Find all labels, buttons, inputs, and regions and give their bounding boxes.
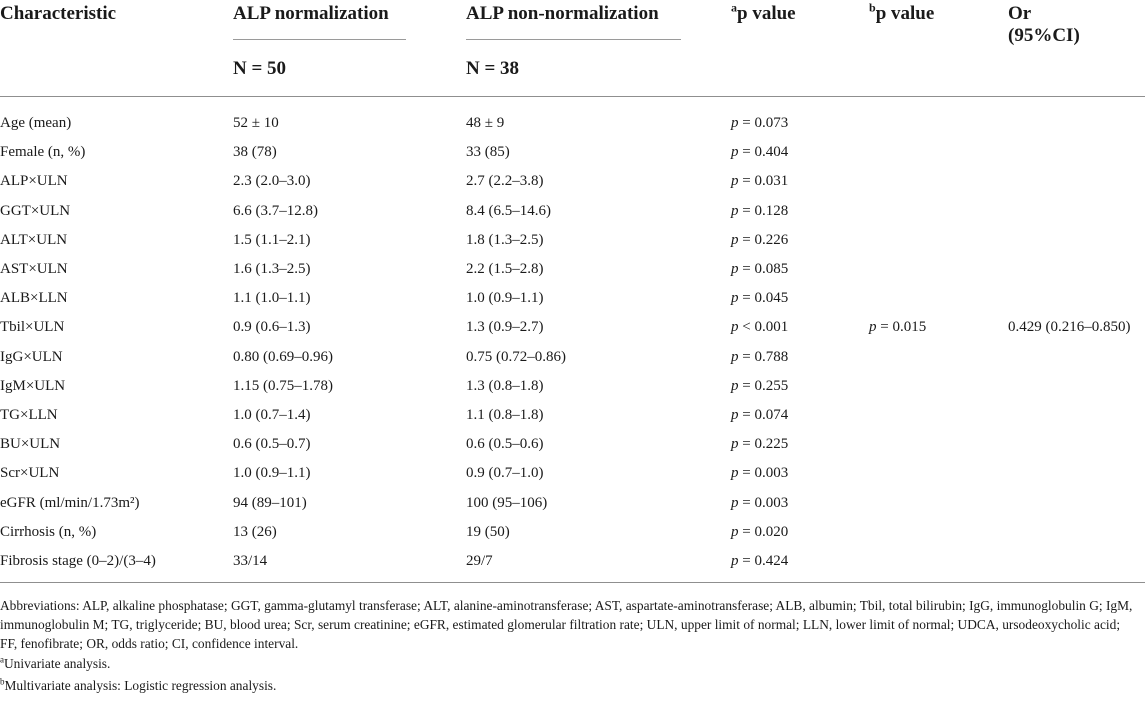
footnote-multivariate: [0, 676, 1140, 695]
row-alp-non-normalization: 0.6 (0.5–0.6): [466, 436, 544, 452]
row-alp-non-normalization: 0.9 (0.7–1.0): [466, 465, 544, 481]
p-symbol: p: [731, 319, 739, 335]
footnote-abbreviations: Abbreviations: ALP, alkaline phosphatase; GGT, gamma-glutamyl transferase; ALT, alanine-aminotransferase; AST, aspartate-aminotransferase; ALB, albumin; Tbil, total bilirubin; IgG, immunoglobulin G; IgM, immunoglobulin M; TG, triglyceride; BU, blood urea; Scr, serum creatinine; eGFR, estimated glomerular filtration rate; ULN, upper limit of normal; LLN, lower limit of normal; UDCA, ursodeoxycholic acid; FF, fenofibrate; OR, odds ratio; CI, confidence interval.: [0, 598, 1133, 651]
row-label: ALB×LLN: [0, 290, 68, 306]
row-univariate-p: [731, 523, 788, 541]
footnote-a-text: Univariate analysis.: [4, 656, 111, 671]
row-alp-normalization: 52 ± 10: [233, 115, 279, 131]
row-univariate-p: [731, 406, 788, 424]
row-alp-non-normalization: 8.4 (6.5–14.6): [466, 203, 551, 219]
footnote-marker-b: b: [869, 0, 876, 15]
p-symbol: p: [731, 349, 739, 365]
row-alp-normalization: 1.0 (0.7–1.4): [233, 407, 311, 423]
row-alp-normalization: 1.15 (0.75–1.78): [233, 378, 333, 394]
row-label: Scr×ULN: [0, 465, 60, 481]
header-univariate-p-label: p value: [737, 3, 796, 24]
p-value: = 0.073: [742, 115, 789, 131]
p-symbol: p: [731, 203, 739, 219]
header-subrule-group2: [466, 39, 681, 40]
row-alp-normalization: 0.6 (0.5–0.7): [233, 436, 311, 452]
p-symbol: p: [731, 407, 739, 423]
header-bottom-rule: [0, 96, 1145, 97]
footnote-b-marker: b: [0, 676, 5, 687]
p-symbol: p: [731, 261, 739, 277]
p-value: = 0.255: [742, 378, 789, 394]
header-alp-non-normalization: ALP non-normalization: [466, 3, 659, 24]
p-value: = 0.788: [742, 349, 789, 365]
row-alp-non-normalization: 1.1 (0.8–1.8): [466, 407, 544, 423]
p-value: = 0.045: [742, 290, 789, 306]
row-univariate-p: [731, 464, 788, 482]
p-symbol: p: [731, 465, 739, 481]
row-univariate-p: [731, 231, 788, 249]
row-alp-non-normalization: 1.3 (0.9–2.7): [466, 319, 544, 335]
header-or-line1: Or: [1008, 3, 1032, 24]
p-symbol: p: [731, 553, 739, 569]
row-univariate-p: [731, 143, 788, 161]
row-univariate-p: [731, 260, 788, 278]
p-value: = 0.003: [742, 465, 789, 481]
header-n-group1: N = 50: [233, 58, 287, 79]
p-value: = 0.031: [742, 173, 789, 189]
row-alp-non-normalization: 33 (85): [466, 144, 510, 160]
footnote-b-text: Multivariate analysis: Logistic regression analysis.: [4, 678, 277, 693]
row-univariate-p: [731, 114, 788, 132]
row-label: ALT×ULN: [0, 232, 68, 248]
p-value: = 0.225: [742, 436, 789, 452]
header-or-line2: (95%CI): [1008, 25, 1080, 46]
header-subrule-group1: [233, 39, 406, 40]
row-univariate-p: [731, 552, 788, 570]
row-univariate-p: [731, 348, 788, 366]
p-value: = 0.404: [742, 144, 789, 160]
row-label: Age (mean): [0, 115, 72, 131]
row-alp-normalization: 0.80 (0.69–0.96): [233, 349, 333, 365]
p-value: = 0.085: [742, 261, 789, 277]
row-label: ALP×ULN: [0, 173, 68, 189]
row-alp-normalization: 1.6 (1.3–2.5): [233, 261, 311, 277]
row-univariate-p: [731, 494, 788, 512]
row-alp-non-normalization: 29/7: [466, 553, 493, 569]
header-multivariate-p-label: p value: [875, 3, 935, 24]
row-alp-normalization: 1.1 (1.0–1.1): [233, 290, 311, 306]
row-univariate-p: [731, 435, 788, 453]
row-alp-normalization: 0.9 (0.6–1.3): [233, 319, 311, 335]
p-symbol: p: [731, 173, 739, 189]
row-alp-normalization: 6.6 (3.7–12.8): [233, 203, 318, 219]
row-label: Female (n, %): [0, 144, 86, 160]
row-alp-normalization: 2.3 (2.0–3.0): [233, 173, 311, 189]
footnote-univariate: [0, 654, 1140, 673]
row-label: Tbil×ULN: [0, 319, 65, 335]
row-label: BU×ULN: [0, 436, 61, 452]
row-label: IgM×ULN: [0, 378, 66, 394]
p-symbol: p: [731, 290, 739, 306]
row-alp-non-normalization: 2.2 (1.5–2.8): [466, 261, 544, 277]
row-multivariate-p: [869, 318, 926, 336]
row-alp-non-normalization: 1.0 (0.9–1.1): [466, 290, 544, 306]
p-value: < 0.001: [742, 319, 789, 335]
row-univariate-p: [731, 202, 788, 220]
row-alp-normalization: 94 (89–101): [233, 495, 307, 511]
row-alp-non-normalization: 19 (50): [466, 524, 510, 540]
footnote-a-marker: a: [0, 654, 4, 665]
header-characteristic: Characteristic: [0, 3, 117, 24]
header-alp-normalization: ALP normalization: [233, 3, 389, 24]
row-alp-non-normalization: 2.7 (2.2–3.8): [466, 173, 544, 189]
row-label: GGT×ULN: [0, 203, 71, 219]
header-multivariate-p: [869, 0, 935, 25]
p-value: = 0.128: [742, 203, 789, 219]
row-univariate-p: [731, 318, 788, 336]
row-alp-normalization: 33/14: [233, 553, 268, 569]
row-alp-normalization: 1.5 (1.1–2.1): [233, 232, 311, 248]
row-alp-non-normalization: 48 ± 9: [466, 115, 505, 131]
row-label: Cirrhosis (n, %): [0, 524, 97, 540]
row-label: eGFR (ml/min/1.73m²): [0, 495, 140, 511]
row-alp-normalization: 38 (78): [233, 144, 277, 160]
row-univariate-p: [731, 289, 788, 307]
p-symbol: p: [731, 495, 739, 511]
p-symbol: p: [869, 319, 877, 335]
p-symbol: p: [731, 378, 739, 394]
row-alp-non-normalization: 0.75 (0.72–0.86): [466, 349, 566, 365]
header-n-group2: N = 38: [466, 58, 520, 79]
p-symbol: p: [731, 115, 739, 131]
p-value: = 0.015: [880, 319, 927, 335]
p-value: = 0.074: [742, 407, 789, 423]
row-alp-normalization: 13 (26): [233, 524, 277, 540]
row-alp-non-normalization: 1.3 (0.8–1.8): [466, 378, 544, 394]
p-symbol: p: [731, 524, 739, 540]
row-label: Fibrosis stage (0–2)/(3–4): [0, 553, 156, 569]
p-value: = 0.020: [742, 524, 789, 540]
row-label: IgG×ULN: [0, 349, 63, 365]
p-value: = 0.424: [742, 553, 789, 569]
p-value: = 0.003: [742, 495, 789, 511]
p-symbol: p: [731, 232, 739, 248]
table-bottom-rule: [0, 582, 1145, 583]
row-odds-ratio: 0.429 (0.216–0.850): [1008, 319, 1131, 335]
header-univariate-p: [731, 0, 796, 25]
row-univariate-p: [731, 377, 788, 395]
p-value: = 0.226: [742, 232, 789, 248]
row-univariate-p: [731, 172, 788, 190]
row-alp-non-normalization: 1.8 (1.3–2.5): [466, 232, 544, 248]
p-symbol: p: [731, 144, 739, 160]
row-alp-normalization: 1.0 (0.9–1.1): [233, 465, 311, 481]
p-symbol: p: [731, 436, 739, 452]
row-alp-non-normalization: 100 (95–106): [466, 495, 548, 511]
row-label: AST×ULN: [0, 261, 68, 277]
row-label: TG×LLN: [0, 407, 58, 423]
footnote-marker-a: a: [731, 0, 737, 15]
